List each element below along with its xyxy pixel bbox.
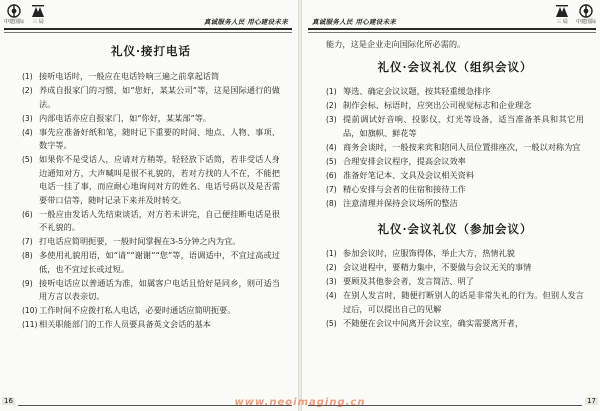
list-item (326, 113, 584, 140)
item-text: 事先应准备好纸和笔，随时记下重要的时间、地点、人物、事项、数字等。 (39, 126, 280, 150)
list-item (22, 70, 280, 84)
cscec-logo (576, 4, 596, 25)
item-number: (3) (326, 115, 337, 124)
list-item (326, 275, 584, 289)
cscec-logo-icon (7, 4, 21, 18)
list-item (22, 84, 280, 111)
item-number: (6) (22, 209, 33, 219)
left-content (22, 38, 280, 332)
item-number: (9) (22, 278, 33, 288)
list-item (326, 317, 584, 331)
cscec-logo-text: 中建国际 (4, 19, 25, 25)
item-text: 接听电话应以普通话为准，如属客户电话且恰好是同乡，则可适当用方言以表亲切。 (39, 277, 280, 301)
cscec-logo-text: 中建国际 (576, 19, 597, 25)
list-item (326, 85, 584, 99)
item-number: (2) (22, 86, 33, 95)
item-text: 在别人发言时，随便打断别人的话是非常失礼的行为。但别人发言过后，可以提出自己的见解 (343, 290, 584, 314)
right-header (308, 4, 596, 30)
right-page-number: 17 (587, 397, 596, 405)
sanju-logo-text: 三 局 (556, 19, 568, 25)
item-text: 筹选、确定会议议题，按其轻重缓急排序 (343, 86, 491, 96)
list-item (22, 277, 280, 304)
item-text: 一般应由发话人先结束谈话，对方若未讲完，自己便挂断电话是很不礼貌的。 (39, 208, 280, 232)
list-item (22, 235, 280, 249)
footer-rule (18, 405, 292, 406)
section-title-attend-meeting: 礼仪·会议礼仪（参加会议） (377, 222, 533, 236)
list-item (22, 318, 280, 332)
left-page-number: 16 (4, 397, 13, 405)
footer-rule (308, 405, 582, 406)
list-item (22, 153, 280, 207)
item-text: 商务会谈时，一般按来宾和陪同人员位置排座次，一般以对称为宜 (343, 141, 581, 152)
item-number: (2) (326, 263, 337, 272)
list-item (326, 261, 584, 275)
sanju-logo (28, 4, 48, 25)
left-page (0, 0, 298, 411)
list-item (326, 183, 584, 197)
watermark-text: www.neoimaging.cn (234, 397, 366, 408)
item-text: 养成自报家门的习惯，如“您好，某某公司”等，这是国际通行的做法。 (39, 85, 280, 109)
item-number: (2) (326, 101, 337, 110)
left-header (4, 4, 292, 30)
item-number: (4) (326, 291, 337, 300)
item-text: 合理安排会议程序，提高会议效率 (343, 155, 466, 166)
item-number: (3) (22, 113, 33, 123)
sanju-logo (552, 4, 572, 25)
item-number: (4) (22, 127, 33, 137)
item-text: 不随便在会议中间离开会议室，确实需要离开者， (343, 317, 524, 328)
item-number: (8) (22, 251, 33, 260)
item-number: (8) (326, 198, 337, 208)
item-text: 制作会标、标语时，应突出公司视觉标志和企业理念 (343, 100, 532, 110)
item-text: 准备好笔记本、文具及会议相关资料 (343, 169, 475, 180)
item-number: (1) (22, 72, 33, 81)
right-page (302, 0, 600, 411)
section-title-organize-meeting: 礼仪·会议礼仪（组织会议） (377, 60, 533, 74)
left-page-title: 礼仪·接打电话 (110, 44, 191, 58)
item-number: (5) (326, 156, 337, 166)
list-item (22, 249, 280, 276)
list-item (22, 126, 280, 153)
item-text: 相关职能部门的工作人员要具备英文会话的基本 (39, 319, 211, 329)
item-text: 接听电话时，一般应在电话铃响三遍之前拿起话筒 (39, 71, 220, 81)
item-text: 内部电话亦应自报家门，如“你好，某某部”等。 (39, 112, 212, 123)
list-item (22, 304, 280, 318)
right-content (326, 38, 584, 331)
header-slogan: 真诚服务人民 用心建设未来 (312, 18, 397, 26)
item-number: (6) (326, 170, 337, 180)
header-rule-thin (308, 32, 596, 33)
header-rule-thin (4, 32, 292, 33)
item-number: (5) (326, 318, 337, 328)
item-text: 精心安排与会者的住宿和接待工作 (343, 183, 466, 194)
item-text: 如果你不是受话人，应请对方稍等，轻轻放下话筒，若非受话人身边通知对方，大声喊叫是很不礼貌的，若对方找的人不在，不能把电话一挂了事，而应耐心地询问对方的姓名、电话号码以及是否需要带口信等，随时记录下来并及时转交。 (39, 154, 280, 205)
item-number: (1) (326, 249, 337, 258)
item-text: 注意清理并保持会议场所的整洁 (343, 197, 458, 208)
item-text: 要顾及其他参会者，发言简洁、明了 (343, 276, 475, 286)
continued-text: 能力，这是企业走向国际化所必需的。 (326, 39, 466, 49)
item-number: (11) (22, 320, 38, 329)
list-item (326, 169, 584, 183)
header-rule (308, 28, 596, 30)
list-item (326, 289, 584, 316)
cscec-logo-icon (579, 4, 593, 18)
sanju-logo-icon (555, 4, 569, 18)
item-text: 工作时间不应拨打私人电话，必要时通话应简明扼要。 (39, 305, 236, 315)
item-number: (5) (22, 155, 33, 164)
list-item (22, 208, 280, 235)
list-item (22, 112, 280, 126)
item-text: 会议进程中，要精力集中，不要做与会议无关的事情 (343, 262, 532, 272)
sanju-logo-text: 三 局 (32, 19, 44, 25)
attend-meeting-list (326, 247, 584, 330)
item-text: 打电话应简明扼要，一般时间掌握在3-5分钟之内为宜。 (39, 236, 241, 246)
item-text: 参加会议时，应服饰得体，举止大方，热情礼貌 (343, 248, 515, 258)
item-number: (1) (326, 87, 337, 96)
left-logo-group (4, 4, 48, 25)
header-rule (4, 28, 292, 30)
cscec-logo (4, 4, 24, 25)
item-number: (7) (22, 237, 33, 246)
item-number: (7) (326, 184, 337, 194)
item-number: (10) (22, 306, 38, 315)
header-slogan: 真诚服务人民 用心建设未来 (203, 18, 288, 26)
item-text: 多使用礼貌用语，如“请”“谢谢”“您”等，语调适中，不宜过高或过低，也不宜过长或过短。 (39, 250, 280, 274)
list-item (326, 247, 584, 261)
list-item (326, 141, 584, 155)
organize-meeting-list (326, 85, 584, 210)
list-item (326, 155, 584, 169)
right-logo-group (552, 4, 596, 25)
phone-etiquette-list (22, 70, 280, 332)
sanju-logo-icon (31, 4, 45, 18)
list-item (326, 197, 584, 211)
item-number: (3) (326, 277, 337, 286)
item-text: 提前调试好音响、投影仪、灯光等设备，适当准备茶具和其它用品，如旗帜、鲜花等 (343, 114, 584, 138)
list-item (326, 99, 584, 113)
item-number: (4) (326, 142, 337, 152)
